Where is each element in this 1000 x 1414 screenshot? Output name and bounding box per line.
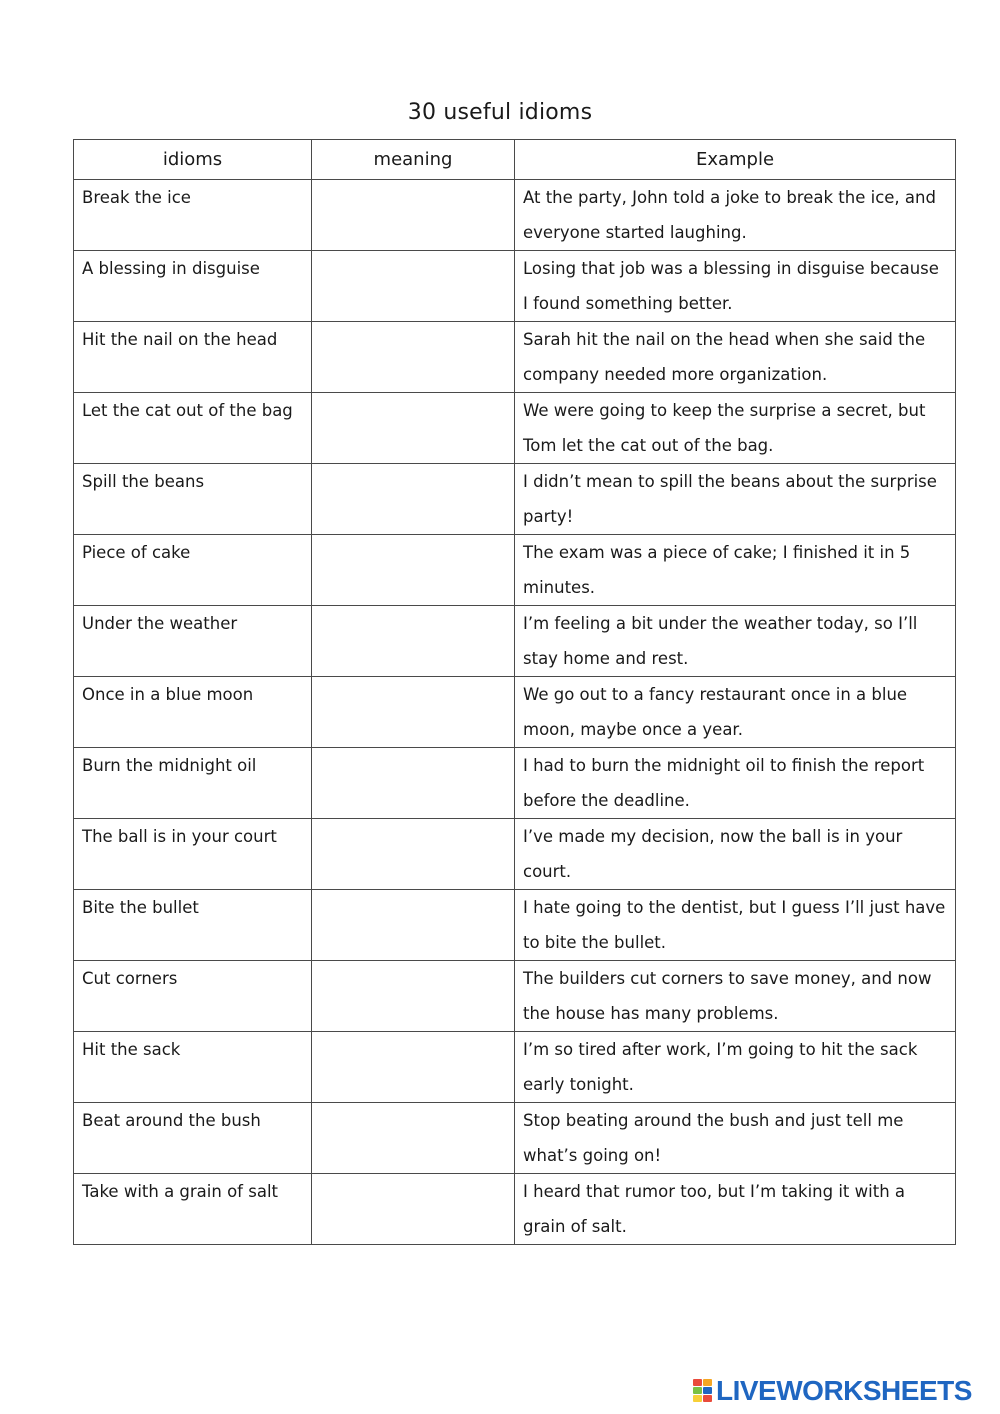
idiom-cell: Cut corners: [74, 961, 312, 1032]
idioms-table: [73, 139, 956, 1245]
table-row: [74, 1174, 956, 1245]
idiom-cell: Let the cat out of the bag: [74, 393, 312, 464]
idiom-cell: Hit the sack: [74, 1032, 312, 1103]
idiom-cell: Under the weather: [74, 606, 312, 677]
table-row: [74, 464, 956, 535]
table-row: [74, 606, 956, 677]
idiom-cell: Beat around the bush: [74, 1103, 312, 1174]
example-cell: The builders cut corners to save money, and now the house has many problems.: [515, 961, 956, 1032]
meaning-cell[interactable]: [312, 464, 515, 535]
table-row: [74, 890, 956, 961]
idiom-cell: Once in a blue moon: [74, 677, 312, 748]
liveworksheets-logo-icon: [693, 1379, 712, 1403]
table-header-row: [74, 140, 956, 180]
meaning-cell[interactable]: [312, 535, 515, 606]
meaning-cell[interactable]: [312, 677, 515, 748]
example-cell: I had to burn the midnight oil to finish the report before the deadline.: [515, 748, 956, 819]
table-row: [74, 180, 956, 251]
meaning-cell[interactable]: [312, 890, 515, 961]
table-row: [74, 677, 956, 748]
example-cell: I’m so tired after work, I’m going to hit the sack early tonight.: [515, 1032, 956, 1103]
meaning-cell[interactable]: [312, 322, 515, 393]
idiom-cell: Spill the beans: [74, 464, 312, 535]
meaning-cell[interactable]: [312, 606, 515, 677]
meaning-cell[interactable]: [312, 251, 515, 322]
idiom-cell: Hit the nail on the head: [74, 322, 312, 393]
table-row: [74, 1032, 956, 1103]
page-title: 30 useful idioms: [407, 100, 593, 125]
table-row: [74, 819, 956, 890]
idiom-cell: Bite the bullet: [74, 890, 312, 961]
table-row: [74, 961, 956, 1032]
logo-text: LIVEWORKSHEETS: [716, 1375, 972, 1406]
example-cell: I’m feeling a bit under the weather today, so I’ll stay home and rest.: [515, 606, 956, 677]
meaning-cell[interactable]: [312, 819, 515, 890]
table-row: [74, 393, 956, 464]
example-cell: Stop beating around the bush and just tell me what’s going on!: [515, 1103, 956, 1174]
meaning-cell[interactable]: [312, 393, 515, 464]
idiom-cell: Take with a grain of salt: [74, 1174, 312, 1245]
table-row: [74, 1103, 956, 1174]
liveworksheets-logo[interactable]: [693, 1376, 972, 1406]
example-cell: I’ve made my decision, now the ball is in your court.: [515, 819, 956, 890]
idiom-cell: A blessing in disguise: [74, 251, 312, 322]
meaning-cell[interactable]: [312, 748, 515, 819]
idiom-cell: The ball is in your court: [74, 819, 312, 890]
example-cell: We were going to keep the surprise a secret, but Tom let the cat out of the bag.: [515, 393, 956, 464]
example-cell: I didn’t mean to spill the beans about the surprise party!: [515, 464, 956, 535]
example-cell: I hate going to the dentist, but I guess I’ll just have to bite the bullet.: [515, 890, 956, 961]
example-cell: I heard that rumor too, but I’m taking it with a grain of salt.: [515, 1174, 956, 1245]
example-cell: We go out to a fancy restaurant once in a blue moon, maybe once a year.: [515, 677, 956, 748]
idiom-cell: Break the ice: [74, 180, 312, 251]
meaning-cell[interactable]: [312, 1103, 515, 1174]
header-idioms: idioms: [74, 140, 312, 180]
table-row: [74, 322, 956, 393]
idiom-cell: Burn the midnight oil: [74, 748, 312, 819]
meaning-cell[interactable]: [312, 180, 515, 251]
meaning-cell[interactable]: [312, 1032, 515, 1103]
table-row: [74, 748, 956, 819]
example-cell: Losing that job was a blessing in disguise because I found something better.: [515, 251, 956, 322]
table-row: [74, 251, 956, 322]
table-row: [74, 535, 956, 606]
header-meaning: meaning: [312, 140, 515, 180]
idiom-cell: Piece of cake: [74, 535, 312, 606]
example-cell: At the party, John told a joke to break the ice, and everyone started laughing.: [515, 180, 956, 251]
meaning-cell[interactable]: [312, 1174, 515, 1245]
header-example: Example: [515, 140, 956, 180]
example-cell: Sarah hit the nail on the head when she said the company needed more organization.: [515, 322, 956, 393]
example-cell: The exam was a piece of cake; I finished it in 5 minutes.: [515, 535, 956, 606]
meaning-cell[interactable]: [312, 961, 515, 1032]
